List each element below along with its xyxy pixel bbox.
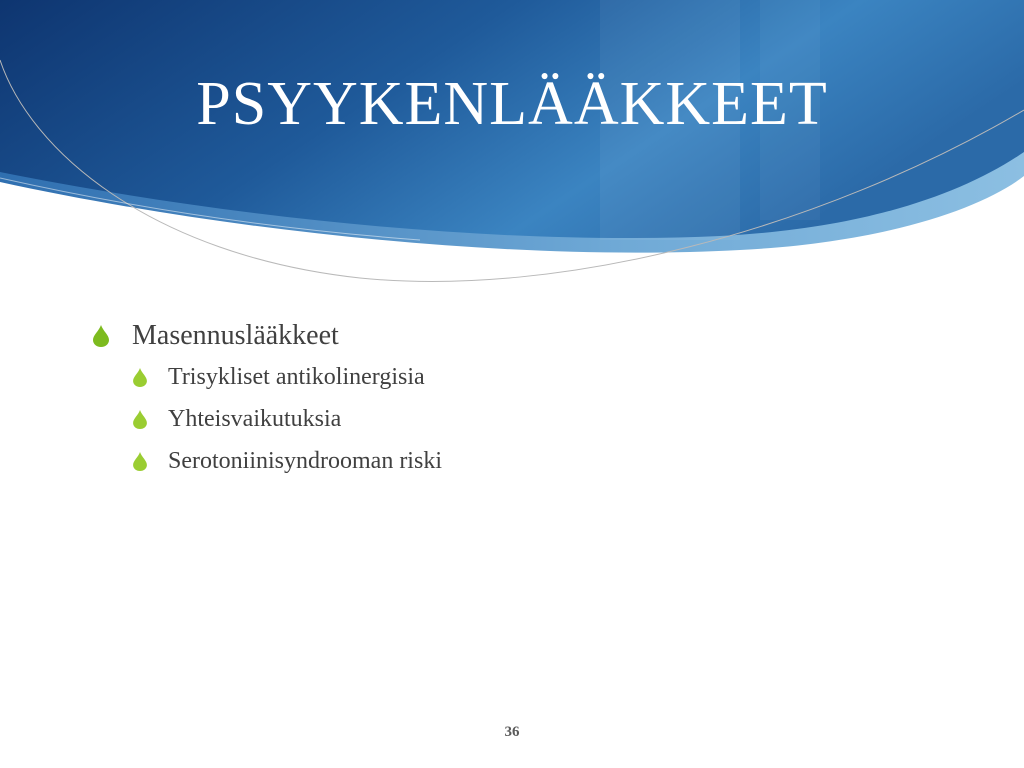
- page-number: 36: [504, 724, 520, 740]
- list-item-text: Yhteisvaikutuksia: [168, 405, 342, 432]
- slide-title: PSYYKENLÄÄKKEET: [196, 70, 828, 138]
- droplet-icon: [92, 325, 110, 347]
- droplet-icon: [132, 452, 148, 471]
- list-item-text: Serotoniinisyndrooman riski: [168, 447, 442, 474]
- list-item: [92, 440, 952, 482]
- droplet-icon: [132, 410, 148, 429]
- header-swoosh-background: [0, 0, 1024, 300]
- bullet-list: [92, 316, 952, 482]
- list-item-text: Trisykliset antikolinergisia: [168, 363, 425, 390]
- list-item: [92, 316, 952, 356]
- droplet-icon: [132, 368, 148, 387]
- list-item: [92, 356, 952, 398]
- list-item: [92, 398, 952, 440]
- list-item-text: Masennuslääkkeet: [132, 320, 339, 351]
